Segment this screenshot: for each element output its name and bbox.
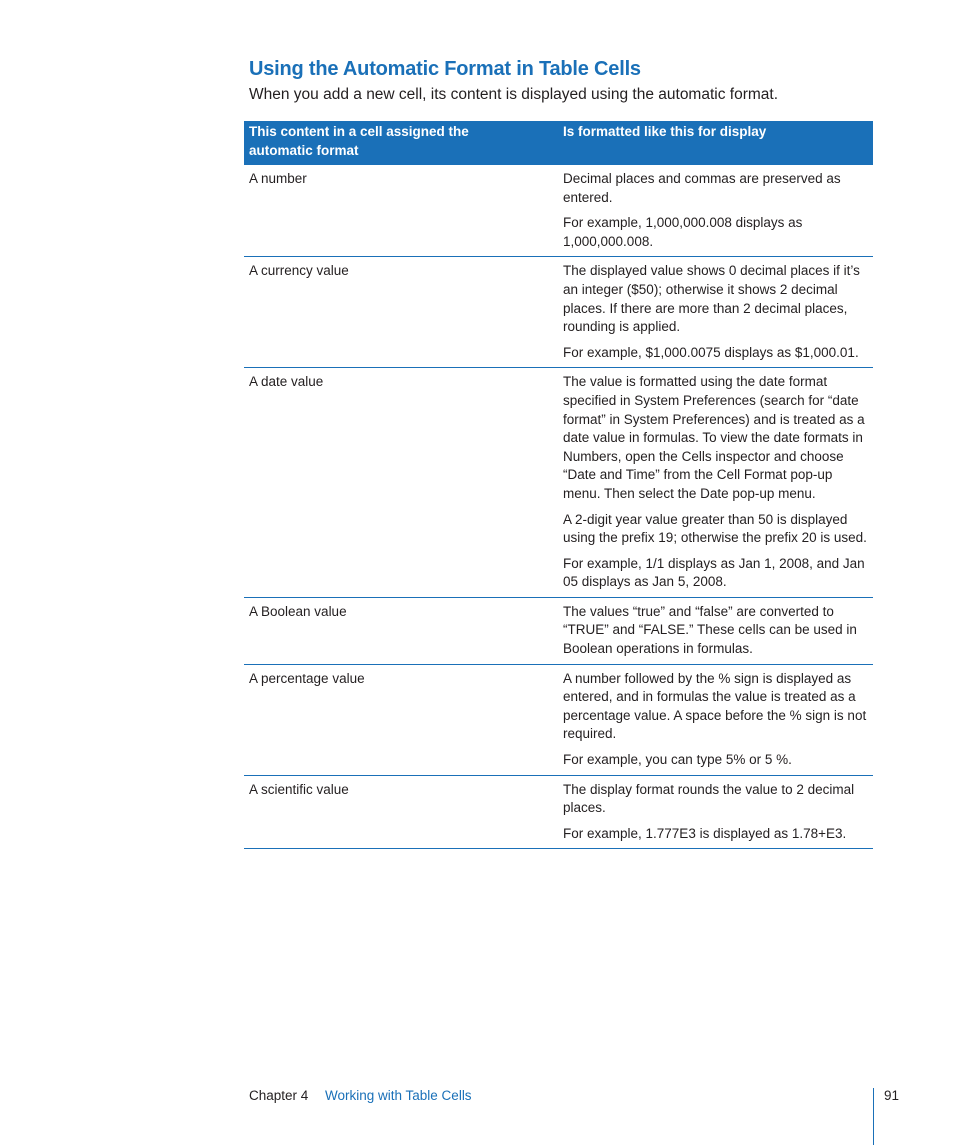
row-label: A currency value (249, 263, 349, 279)
table-row (244, 165, 873, 257)
description-paragraph: The value is formatted using the date format specified in System Preferences (search for “date format” in System Preferences) and is treated as a date value in formulas. To view the date formats in Numbers, open the Cells inspector and choose “Date and Time” from the Cell Format pop-up menu. Then select the Date pop-up menu. (563, 374, 865, 501)
description-paragraph: The displayed value shows 0 decimal places if it’s an integer ($50); otherwise it shows 2 decimal places. If there are more than 2 decimal places, rounding is applied. (563, 263, 860, 335)
description-paragraph: The values “true” and “false” are converted to “TRUE” and “FALSE.” These cells can be used in Boolean operations in formulas. (563, 603, 857, 657)
table-row (244, 368, 873, 598)
row-description (558, 262, 873, 362)
table-row (244, 665, 873, 776)
description-paragraph: For example, $1,000.0075 displays as $1,000.01. (563, 344, 859, 360)
description-paragraph: For example, you can type 5% or 5 %. (563, 752, 792, 768)
description-paragraph: For example, 1.777E3 is displayed as 1.78+E3. (563, 825, 847, 841)
description-paragraph: A 2-digit year value greater than 50 is displayed using the prefix 19; otherwise the prefix 20 is used. (563, 511, 867, 546)
footer-divider (873, 1088, 874, 1145)
header-cell-display: Is formatted like this for display (563, 124, 767, 139)
footer-chapter-title: Working with Table Cells (325, 1088, 472, 1103)
row-label: A percentage value (249, 670, 365, 686)
row-description (558, 781, 873, 844)
row-label: A Boolean value (249, 603, 347, 619)
table-row (244, 257, 873, 368)
header-cell-content: This content in a cell assigned the automatic format (249, 124, 469, 158)
row-label: A scientific value (249, 781, 349, 797)
page-number: 91 (884, 1088, 900, 1103)
table-row (244, 598, 873, 665)
intro-paragraph: When you add a new cell, its content is displayed using the automatic format. (249, 86, 779, 103)
table-header (244, 121, 873, 165)
row-label: A number (249, 171, 307, 186)
format-table (244, 121, 873, 849)
description-paragraph: Decimal places and commas are preserved as entered. (563, 171, 841, 205)
footer-chapter: Chapter 4 (249, 1088, 309, 1103)
description-paragraph: The display format rounds the value to 2 decimal places. (563, 781, 855, 816)
section-heading: Using the Automatic Format in Table Cells (249, 58, 641, 80)
row-description (558, 170, 873, 251)
description-paragraph: For example, 1/1 displays as Jan 1, 2008, and Jan 05 displays as Jan 5, 2008. (563, 555, 865, 590)
row-description (558, 373, 873, 592)
table-row (244, 776, 873, 850)
description-paragraph: A number followed by the % sign is displayed as entered, and in formulas the value is treated as a percentage value. A space before the % sign is not required. (563, 670, 867, 742)
row-description (558, 670, 873, 770)
description-paragraph: For example, 1,000,000.008 displays as 1,000,000.008. (563, 215, 803, 249)
row-label: A date value (249, 374, 324, 390)
row-description (558, 603, 873, 659)
